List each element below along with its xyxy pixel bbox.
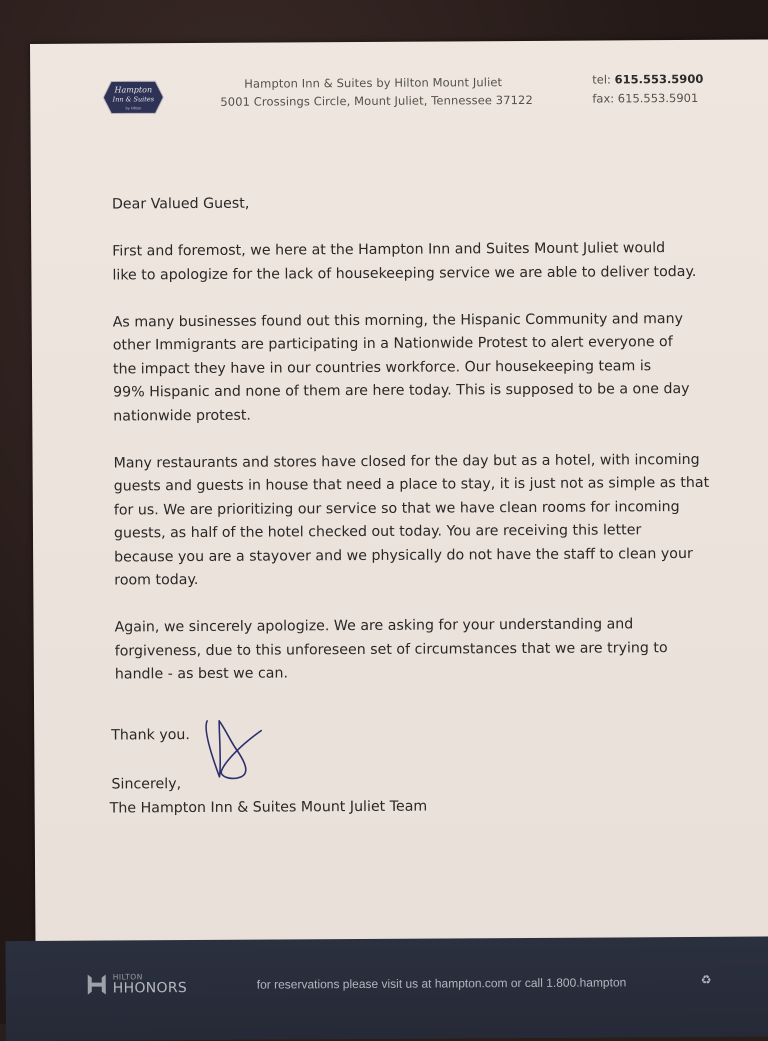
logo-line-3: by Hilton (125, 106, 142, 111)
hampton-logo-icon (103, 79, 163, 115)
logo-line-1: Hampton (114, 85, 153, 95)
reservations-text: for reservations please visit us at hampton.com or call 1.800.hampton (256, 975, 627, 992)
tel-label: tel: (592, 72, 611, 87)
letterhead (30, 39, 768, 134)
signature-icon (201, 714, 281, 784)
sign-off: Sincerely, (111, 776, 182, 793)
fax-label: fax: (592, 91, 615, 106)
hhonors-big-text: HHONORS (112, 980, 188, 997)
letter-page (30, 39, 768, 1034)
hotel-name: Hampton Inn & Suites by Hilton Mount Juliet (244, 75, 503, 91)
hhonors-logo (87, 972, 197, 999)
paragraph-prioritizing: Many restaurants and stores have closed for the day but as a hotel, with incoming guests and guests in house that need a place to stay, it is just not as simple as that for us. We are prioritizing our service so that we have clean rooms for incoming guests, as half of the hotel checked out today. You are receiving this letter because you are a stayover and we physically do not have the staff to clean your room today. (113, 451, 710, 589)
telephone (592, 72, 703, 87)
paragraph-protest: As many businesses found out this morning, the Hispanic Community and many other Immigrants are participating in a Nationwide Protest to alert everyone of the impact they have in our countries workforce. Our housekeeping team is 99% Hispanic and none of them are here today. This is supposed to be a one day nationwide protest. (112, 310, 690, 424)
paragraph-apology: First and foremost, we here at the Hampton Inn and Suites Mount Juliet would like to apologize for the lack of housekeeping service we are able to deliver today. (112, 240, 697, 284)
footer-band (5, 936, 768, 1041)
logo-line-2: Inn & Suites (112, 95, 155, 104)
tel-number: 615.553.5900 (614, 71, 704, 87)
thanks-line: Thank you. (111, 727, 190, 744)
hhonors-mark-icon (87, 974, 107, 996)
hotel-address: 5001 Crossings Circle, Mount Juliet, Tennessee 37122 (220, 92, 533, 109)
signatory: The Hampton Inn & Suites Mount Juliet Team (109, 798, 428, 817)
fax-number: 615.553.5901 (617, 90, 699, 106)
paragraph-closing: Again, we sincerely apologize. We are asking for your understanding and forgiveness, due to this unforeseen set of circumstances that we are trying to handle - as best we can. (114, 616, 668, 683)
recycle-icon: ♻ (700, 972, 712, 987)
salutation: Dear Valued Guest, (111, 195, 250, 213)
hhonors-small-text: HILTON (112, 972, 143, 982)
letter-body (112, 190, 715, 711)
fax (592, 91, 698, 106)
